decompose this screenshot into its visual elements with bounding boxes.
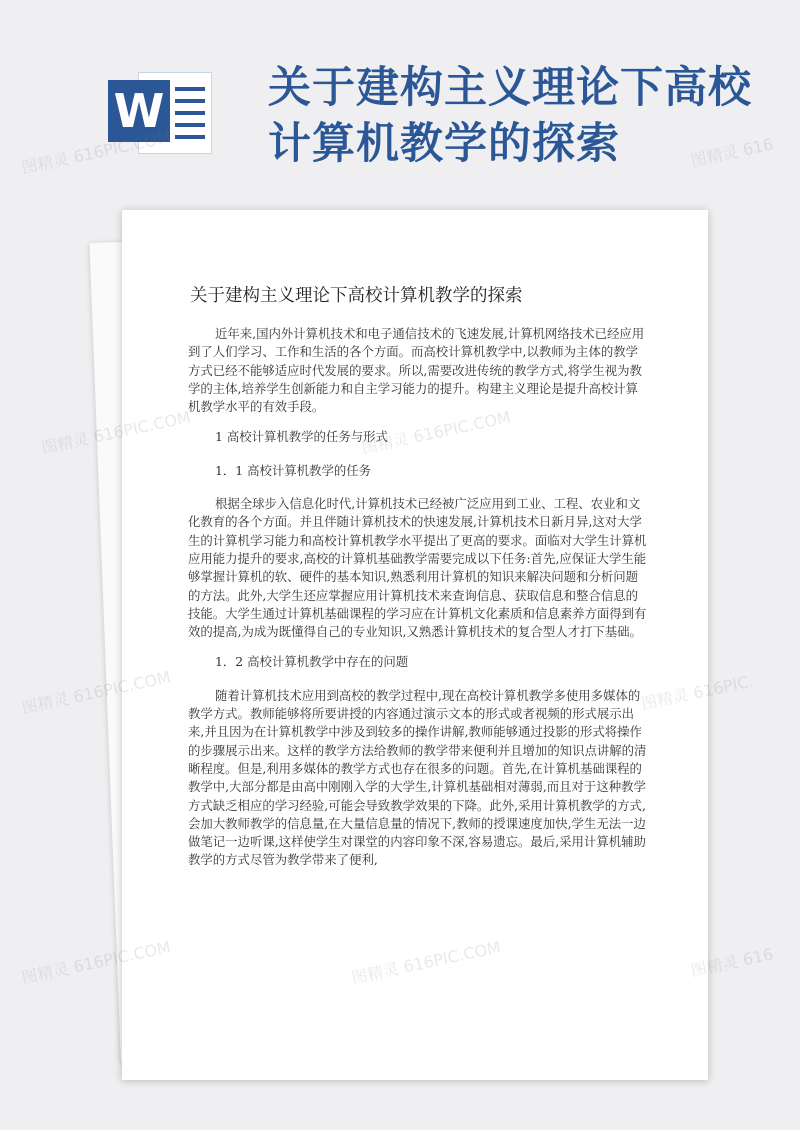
section-heading-1-1: 1．1 高校计算机教学的任务: [215, 462, 372, 478]
section-1-2-paragraph: 随着计算机技术应用到高校的教学过程中,现在高校计算机教学多使用多媒体的教学方式。教师能够将所要讲授的内容通过演示文本的形式或者视频的形式展示出来,并且因为在计算机教学中涉及到较多的操作讲解,教师能够通过投影的形式将操作的步骤展示出来。这样的教学方法给教师的教学带来便利并且增加的知识点讲解的清晰程度。但是,利用多媒体的教学方式也存在很多的问题。首先,在计算机基础课程的教学中,大部分都是由高中刚刚入学的大学生,计算机基础相对薄弱,而且对于这种教学方式缺乏相应的学习经验,可能会导致教学效果的下降。此外,采用计算机教学的方式,会加大教师教学的信息量,在大量信息量的情况下,教师的授课速度加快,学生无法一边做笔记一边听课,这样使学生对课堂的内容印象不深,容易遗忘。最后,采用计算机辅助教学的方式尽管为教学带来了便利,: [188, 687, 647, 868]
banner-title: 关于建构主义理论下高校计算机教学的探索: [268, 63, 752, 169]
watermark: 图精灵 616PIC.COM: [19, 667, 173, 718]
intro-paragraph: 近年来,国内外计算机技术和电子通信技术的飞速发展,计算机网络技术已经应用到了人们学习、工作和生活的各个方面。而高校计算机教学中,以教师为主体的教学方式已经不能够适应时代发展的要求。所以,需要改进传统的教学方式,将学生视为教学的主体,培养学生创新能力和自主学习能力的提升。构建主义理论是提升高校计算机教学水平的有效手段。: [188, 326, 645, 415]
watermark: 616PIC.: [691, 671, 756, 703]
document-body: [188, 325, 648, 870]
document-page: [122, 210, 708, 1080]
document-title: 关于建构主义理论下高校计算机教学的探索: [190, 286, 523, 306]
section-1-1-paragraph: 根据全球步入信息化时代,计算机技术已经被广泛应用到工业、工程、农业和文化教育的各个方面。并且伴随计算机技术的快速发展,计算机技术日新月异,这对大学生的计算机学习能力和高校计算机教学水平提出了更高的要求。面临对大学生计算机应用能力提升的要求,高校的计算机基础教学需要完成以下任务:首先,应保证大学生能够掌握计算机的软、硬件的基本知识,熟悉利用计算机的知识来解决问题和分析问题的方法。此外,大学生还应掌握应用计算机技术来查询信息、获取信息和整合信息的技能。大学生通过计算机基础课程的学习应在计算机文化素质和信息素养方面得到有效的提高,为成为既懂得自己的专业知识,又熟悉计算机技术的复合型人才打下基础。: [188, 496, 647, 640]
watermark: 图精灵 616PIC.COM: [19, 937, 173, 988]
section-heading-1-2: 1．2 高校计算机教学中存在的问题: [215, 654, 409, 670]
watermark: 图精灵 616PIC.COM: [19, 127, 173, 178]
word-document-icon: [108, 72, 213, 152]
watermark: 图精灵 616: [689, 134, 775, 171]
watermark: 图精灵: [39, 428, 91, 458]
watermark: 图精灵 616: [689, 944, 775, 981]
banner: [0, 0, 800, 200]
section-heading-1: 1 高校计算机教学的任务与形式: [215, 429, 388, 445]
word-letter-badge: W: [108, 80, 170, 142]
